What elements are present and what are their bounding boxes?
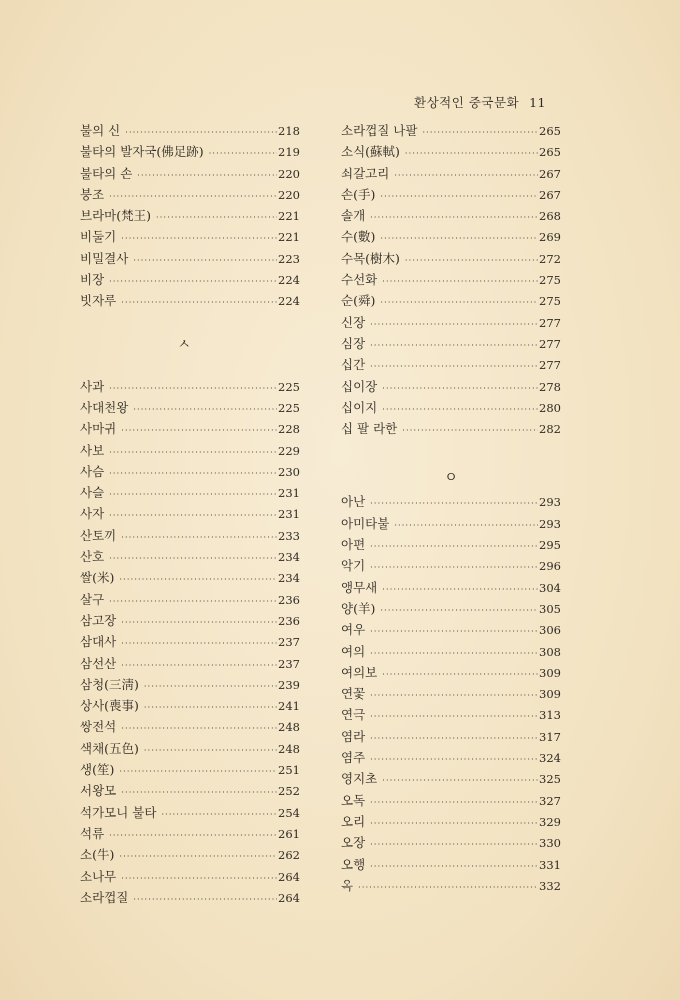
dot-leader bbox=[370, 213, 538, 222]
entry-page-number: 220 bbox=[278, 166, 300, 181]
entry-page-number: 220 bbox=[278, 187, 300, 202]
dot-leader bbox=[370, 627, 538, 636]
entry-page-number: 252 bbox=[278, 784, 300, 799]
entry-term: 십이지 bbox=[341, 399, 378, 415]
dot-leader bbox=[370, 649, 538, 658]
index-entry bbox=[341, 642, 561, 663]
dot-leader bbox=[109, 448, 277, 457]
index-entry bbox=[80, 185, 300, 206]
entry-term: 아미타불 bbox=[341, 515, 390, 531]
dot-leader bbox=[125, 128, 277, 137]
entry-page-number: 332 bbox=[539, 878, 561, 893]
entry-term: 쌀(米) bbox=[80, 570, 115, 586]
entry-term: 솔개 bbox=[341, 208, 366, 224]
dot-leader bbox=[133, 405, 277, 414]
dot-leader bbox=[370, 798, 538, 807]
entry-term: 순(舜) bbox=[341, 293, 376, 309]
entry-page-number: 309 bbox=[539, 665, 561, 680]
entry-term: 염라 bbox=[341, 728, 366, 744]
index-entry bbox=[80, 398, 300, 419]
dot-leader bbox=[402, 426, 538, 435]
dot-leader bbox=[121, 234, 277, 243]
index-entry bbox=[80, 888, 300, 909]
entry-term: 오리 bbox=[341, 813, 366, 829]
index-entry bbox=[341, 419, 561, 440]
index-entry bbox=[341, 398, 561, 419]
index-entry bbox=[341, 334, 561, 355]
index-entry bbox=[341, 185, 561, 206]
dot-leader bbox=[370, 755, 538, 764]
entry-page-number: 248 bbox=[278, 741, 300, 756]
entry-page-number: 329 bbox=[539, 814, 561, 829]
index-entry bbox=[80, 462, 300, 483]
entry-page-number: 265 bbox=[539, 124, 561, 138]
entry-page-number: 241 bbox=[278, 699, 300, 714]
entry-term: 삼고장 bbox=[80, 612, 117, 628]
dot-leader bbox=[370, 840, 538, 849]
dot-leader bbox=[119, 575, 277, 584]
entry-term: 아편 bbox=[341, 537, 366, 553]
dot-leader bbox=[144, 703, 277, 712]
entry-page-number: 330 bbox=[539, 836, 561, 851]
section-heading: ㅅ bbox=[177, 336, 191, 353]
entry-page-number: 236 bbox=[278, 613, 300, 628]
index-entry bbox=[341, 727, 561, 748]
index-entry bbox=[341, 377, 561, 398]
entry-page-number: 272 bbox=[539, 251, 561, 266]
dot-leader bbox=[370, 734, 538, 743]
index-entry bbox=[80, 781, 300, 802]
dot-leader bbox=[121, 639, 277, 648]
index-group bbox=[341, 121, 561, 440]
dot-leader bbox=[380, 192, 538, 201]
index-entry bbox=[80, 206, 300, 227]
dot-leader bbox=[370, 320, 538, 329]
entry-page-number: 229 bbox=[278, 443, 300, 458]
entry-term: 비둘기 bbox=[80, 229, 117, 245]
entry-term: 소(牛) bbox=[80, 847, 115, 863]
entry-page-number: 327 bbox=[539, 793, 561, 808]
entry-term: 색채(五色) bbox=[80, 740, 139, 756]
entry-term: 상사(喪事) bbox=[80, 698, 139, 714]
dot-leader bbox=[121, 533, 277, 542]
entry-term: 사마귀 bbox=[80, 421, 117, 437]
entry-page-number: 305 bbox=[539, 601, 561, 616]
entry-page-number: 237 bbox=[278, 656, 300, 671]
entry-term: 여의 bbox=[341, 643, 366, 659]
index-column-right bbox=[341, 121, 561, 897]
entry-term: 빗자루 bbox=[80, 293, 117, 309]
dot-leader bbox=[121, 874, 277, 883]
index-entry bbox=[341, 535, 561, 556]
index-entry bbox=[341, 663, 561, 684]
entry-page-number: 231 bbox=[278, 507, 300, 522]
entry-page-number: 309 bbox=[539, 687, 561, 702]
entry-term: 옥 bbox=[341, 877, 354, 893]
entry-term: 쌍전석 bbox=[80, 719, 117, 735]
dot-leader bbox=[370, 362, 538, 371]
entry-page-number: 267 bbox=[539, 166, 561, 181]
dot-leader bbox=[370, 862, 538, 871]
index-entry bbox=[80, 867, 300, 888]
dot-leader bbox=[121, 724, 277, 733]
dot-leader bbox=[382, 670, 538, 679]
index-entry bbox=[341, 355, 561, 376]
entry-page-number: 267 bbox=[539, 187, 561, 202]
entry-term: 삼청(三淸) bbox=[80, 676, 139, 692]
entry-term: 신장 bbox=[341, 314, 366, 330]
entry-term: 사자 bbox=[80, 506, 105, 522]
entry-term: 앵무새 bbox=[341, 579, 378, 595]
dot-leader bbox=[109, 469, 277, 478]
entry-page-number: 317 bbox=[539, 729, 561, 744]
entry-term: 십간 bbox=[341, 357, 366, 373]
index-entry bbox=[80, 760, 300, 781]
dot-leader bbox=[109, 384, 277, 393]
index-entry bbox=[341, 313, 561, 334]
dot-leader bbox=[161, 810, 277, 819]
dot-leader bbox=[394, 521, 538, 530]
index-entry bbox=[341, 876, 561, 897]
entry-page-number: 261 bbox=[278, 826, 300, 841]
entry-page-number: 248 bbox=[278, 720, 300, 735]
dot-leader bbox=[109, 554, 277, 563]
index-entry bbox=[341, 249, 561, 270]
index-entry bbox=[341, 556, 561, 577]
index-entry bbox=[80, 696, 300, 717]
entry-term: 생(笙) bbox=[80, 762, 115, 778]
dot-leader bbox=[358, 883, 538, 892]
dot-leader bbox=[380, 606, 538, 615]
entry-term: 비장 bbox=[80, 272, 105, 288]
dot-leader bbox=[109, 277, 277, 286]
dot-leader bbox=[109, 490, 277, 499]
entry-page-number: 262 bbox=[278, 848, 300, 863]
entry-page-number: 233 bbox=[278, 528, 300, 543]
entry-page-number: 306 bbox=[539, 623, 561, 638]
dot-leader bbox=[382, 585, 538, 594]
entry-page-number: 296 bbox=[539, 559, 561, 574]
index-entry bbox=[341, 492, 561, 513]
entry-term: 산호 bbox=[80, 549, 105, 565]
entry-term: 소라껍질 나팔 bbox=[341, 123, 418, 138]
entry-page-number: 325 bbox=[539, 772, 561, 787]
entry-term: 사슴 bbox=[80, 463, 105, 479]
entry-term: 사보 bbox=[80, 442, 105, 458]
entry-page-number: 234 bbox=[278, 550, 300, 565]
index-entry bbox=[341, 812, 561, 833]
index-entry bbox=[341, 121, 561, 142]
dot-leader bbox=[121, 618, 277, 627]
entry-page-number: 268 bbox=[539, 209, 561, 224]
entry-term: 수선화 bbox=[341, 272, 378, 288]
index-entry bbox=[80, 824, 300, 845]
entry-page-number: 277 bbox=[539, 315, 561, 330]
index-entry bbox=[341, 705, 561, 726]
index-entry bbox=[80, 632, 300, 653]
entry-term: 브라마(梵王) bbox=[80, 208, 151, 224]
index-entry bbox=[80, 803, 300, 824]
entry-page-number: 254 bbox=[278, 805, 300, 820]
entry-term: 여우 bbox=[341, 622, 366, 638]
index-entry bbox=[341, 769, 561, 790]
dot-leader bbox=[405, 256, 538, 265]
index-entry bbox=[80, 675, 300, 696]
entry-page-number: 264 bbox=[278, 890, 300, 905]
index-entry bbox=[80, 526, 300, 547]
entry-page-number: 304 bbox=[539, 580, 561, 595]
entry-page-number: 264 bbox=[278, 869, 300, 884]
entry-page-number: 218 bbox=[278, 124, 300, 138]
index-entry bbox=[80, 717, 300, 738]
dot-leader bbox=[382, 405, 538, 414]
entry-page-number: 275 bbox=[539, 294, 561, 309]
entry-page-number: 295 bbox=[539, 538, 561, 553]
index-entry bbox=[80, 739, 300, 760]
dot-leader bbox=[109, 511, 277, 520]
entry-term: 오행 bbox=[341, 856, 366, 872]
entry-term: 수(數) bbox=[341, 229, 376, 245]
entry-page-number: 293 bbox=[539, 495, 561, 510]
entry-page-number: 239 bbox=[278, 677, 300, 692]
index-entry bbox=[341, 684, 561, 705]
entry-term: 연꽃 bbox=[341, 686, 366, 702]
index-entry bbox=[341, 291, 561, 312]
index-entry bbox=[80, 611, 300, 632]
dot-leader bbox=[382, 384, 538, 393]
index-entry bbox=[80, 121, 300, 142]
dot-leader bbox=[382, 776, 538, 785]
dot-leader bbox=[109, 192, 277, 201]
entry-term: 소라껍질 bbox=[80, 889, 129, 905]
dot-leader bbox=[156, 213, 277, 222]
dot-leader bbox=[370, 819, 538, 828]
entry-term: 오장 bbox=[341, 835, 366, 851]
index-entry bbox=[80, 164, 300, 185]
index-entry bbox=[80, 590, 300, 611]
entry-page-number: 224 bbox=[278, 273, 300, 288]
index-entry bbox=[341, 578, 561, 599]
entry-term: 삼선산 bbox=[80, 655, 117, 671]
index-group bbox=[341, 492, 561, 897]
index-entry bbox=[341, 599, 561, 620]
entry-term: 사대천왕 bbox=[80, 399, 129, 415]
entry-page-number: 331 bbox=[539, 857, 561, 872]
dot-leader bbox=[121, 661, 277, 670]
index-entry bbox=[80, 547, 300, 568]
entry-term: 서왕모 bbox=[80, 783, 117, 799]
index-entry bbox=[80, 845, 300, 866]
entry-page-number: 223 bbox=[278, 251, 300, 266]
entry-term: 연극 bbox=[341, 707, 366, 723]
entry-term: 여의보 bbox=[341, 664, 378, 680]
section-heading: ㅇ bbox=[444, 470, 458, 487]
entry-term: 소식(蘇軾) bbox=[341, 144, 400, 160]
entry-term: 사슬 bbox=[80, 485, 105, 501]
entry-term: 십 팔 라한 bbox=[341, 421, 398, 437]
entry-term: 석류 bbox=[80, 825, 105, 841]
dot-leader bbox=[382, 277, 538, 286]
entry-term: 불의 신 bbox=[80, 123, 121, 138]
index-entry bbox=[80, 654, 300, 675]
index-entry bbox=[341, 164, 561, 185]
dot-leader bbox=[370, 542, 538, 551]
entry-page-number: 277 bbox=[539, 336, 561, 351]
dot-leader bbox=[144, 682, 277, 691]
entry-page-number: 231 bbox=[278, 486, 300, 501]
dot-leader bbox=[109, 831, 277, 840]
dot-leader bbox=[380, 298, 538, 307]
dot-leader bbox=[405, 149, 538, 158]
index-entry bbox=[341, 791, 561, 812]
index-entry bbox=[80, 441, 300, 462]
entry-term: 심장 bbox=[341, 335, 366, 351]
running-title: 환상적인 중국문화 bbox=[414, 95, 520, 110]
index-entry bbox=[80, 227, 300, 248]
dot-leader bbox=[370, 499, 538, 508]
dot-leader bbox=[209, 149, 277, 158]
entry-page-number: 278 bbox=[539, 379, 561, 394]
entry-page-number: 265 bbox=[539, 145, 561, 160]
entry-term: 영지초 bbox=[341, 771, 378, 787]
entry-term: 불타의 발자국(佛足跡) bbox=[80, 144, 204, 160]
entry-page-number: 224 bbox=[278, 294, 300, 309]
entry-term: 소나무 bbox=[80, 868, 117, 884]
index-entry bbox=[80, 270, 300, 291]
index-entry bbox=[80, 377, 300, 398]
entry-term: 붕조 bbox=[80, 186, 105, 202]
index-entry bbox=[341, 620, 561, 641]
index-group bbox=[80, 377, 300, 909]
entry-page-number: 225 bbox=[278, 400, 300, 415]
entry-page-number: 277 bbox=[539, 358, 561, 373]
dot-leader bbox=[121, 426, 277, 435]
entry-term: 십이장 bbox=[341, 378, 378, 394]
entry-page-number: 219 bbox=[278, 145, 300, 160]
dot-leader bbox=[121, 788, 277, 797]
entry-page-number: 237 bbox=[278, 635, 300, 650]
entry-term: 악기 bbox=[341, 558, 366, 574]
entry-page-number: 221 bbox=[278, 209, 300, 224]
entry-page-number: 280 bbox=[539, 400, 561, 415]
index-entry bbox=[80, 483, 300, 504]
entry-term: 불타의 손 bbox=[80, 165, 133, 181]
entry-term: 쇠갈고리 bbox=[341, 165, 390, 181]
index-entry bbox=[341, 855, 561, 876]
dot-leader bbox=[370, 712, 538, 721]
entry-term: 살구 bbox=[80, 591, 105, 607]
index-entry bbox=[80, 291, 300, 312]
entry-page-number: 236 bbox=[278, 592, 300, 607]
entry-page-number: 313 bbox=[539, 708, 561, 723]
index-entry bbox=[341, 748, 561, 769]
dot-leader bbox=[133, 256, 277, 265]
dot-leader bbox=[137, 171, 277, 180]
index-column-left bbox=[80, 121, 300, 909]
dot-leader bbox=[119, 852, 277, 861]
entry-page-number: 230 bbox=[278, 464, 300, 479]
dot-leader bbox=[119, 767, 277, 776]
entry-page-number: 251 bbox=[278, 763, 300, 778]
entry-page-number: 282 bbox=[539, 422, 561, 437]
dot-leader bbox=[370, 341, 538, 350]
entry-page-number: 228 bbox=[278, 422, 300, 437]
index-entry bbox=[80, 249, 300, 270]
index-entry bbox=[80, 142, 300, 163]
dot-leader bbox=[121, 298, 277, 307]
entry-term: 수목(樹木) bbox=[341, 250, 400, 266]
dot-leader bbox=[370, 691, 538, 700]
dot-leader bbox=[370, 563, 538, 572]
entry-page-number: 225 bbox=[278, 379, 300, 394]
entry-term: 아난 bbox=[341, 494, 366, 510]
entry-term: 삼대사 bbox=[80, 634, 117, 650]
index-group bbox=[80, 121, 300, 313]
entry-term: 사과 bbox=[80, 378, 105, 394]
entry-page-number: 275 bbox=[539, 273, 561, 288]
index-entry bbox=[341, 514, 561, 535]
entry-term: 오독 bbox=[341, 792, 366, 808]
entry-page-number: 221 bbox=[278, 230, 300, 245]
entry-page-number: 269 bbox=[539, 230, 561, 245]
entry-term: 손(手) bbox=[341, 186, 376, 202]
running-header bbox=[414, 93, 546, 111]
index-entry bbox=[341, 270, 561, 291]
entry-page-number: 293 bbox=[539, 516, 561, 531]
entry-term: 염주 bbox=[341, 750, 366, 766]
dot-leader bbox=[422, 128, 538, 137]
entry-page-number: 234 bbox=[278, 571, 300, 586]
index-entry bbox=[80, 419, 300, 440]
dot-leader bbox=[144, 746, 277, 755]
index-entry bbox=[80, 504, 300, 525]
index-entry bbox=[341, 206, 561, 227]
entry-term: 비밀결사 bbox=[80, 250, 129, 266]
page-number: 11 bbox=[529, 95, 546, 110]
entry-term: 양(羊) bbox=[341, 600, 376, 616]
index-entry bbox=[341, 227, 561, 248]
index-entry bbox=[341, 142, 561, 163]
dot-leader bbox=[394, 171, 538, 180]
index-entry bbox=[80, 568, 300, 589]
entry-term: 산토끼 bbox=[80, 527, 117, 543]
entry-page-number: 308 bbox=[539, 644, 561, 659]
dot-leader bbox=[109, 597, 277, 606]
entry-term: 석가모니 불타 bbox=[80, 804, 157, 820]
dot-leader bbox=[380, 234, 538, 243]
entry-page-number: 324 bbox=[539, 751, 561, 766]
index-entry bbox=[341, 833, 561, 854]
dot-leader bbox=[133, 895, 277, 904]
